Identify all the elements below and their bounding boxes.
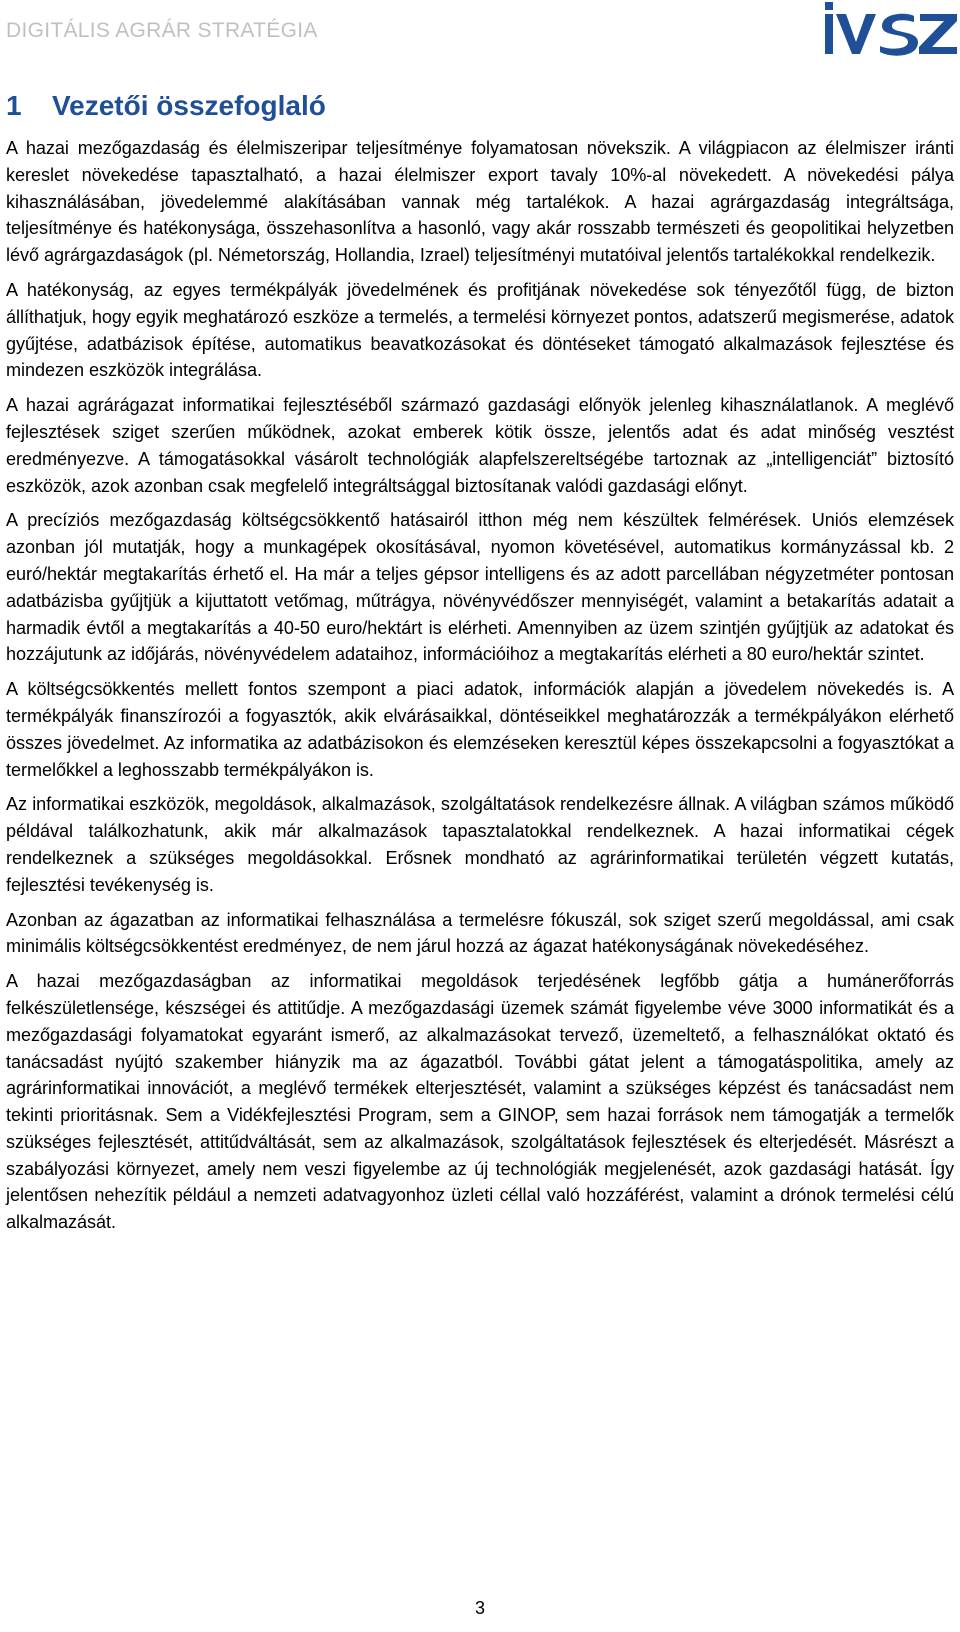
section-title-text: Vezetői összefoglaló — [52, 90, 326, 121]
paragraph: Azonban az ágazatban az informatikai felhasználása a termelésre fókuszál, sok sziget szerű megoldással, ami csak minimális költségcsökkentést eredményez, de nem járul hozzá az ágazat hatékonyságának növekedéséhez. — [6, 909, 954, 957]
section-heading — [6, 90, 326, 122]
paragraph: A precíziós mezőgazdaság költségcsökkentő hatásairól itthon még nem készültek felmérések. Uniós elemzések azonban jól mutatják, hogy a munkagépek okosításával, nyomon követésével, automatikus kormányzással kb. 2 euró/hektár megtakarítás érhető el. Ha már a teljes gépsor intelligens és az adott parcellában négyzetméter pontosan adatbázisba gyűjtjük a kijuttatott vetőmag, műtrágya, növényvédőszer mennyiségét, valamint a betakarítás adatait a harmadik évtől a megtakarítás a 40-50 euro/hektárt is elérheti. Amennyiben az üzem szintjén gyűjtjük az adatokat és hozzájutunk az időjárás, növényvédelem adataihoz, információihoz a megtakarítás elérheti a 80 euro/hektár szintet. — [6, 510, 954, 665]
paragraph: A hazai mezőgazdaságban az informatikai megoldások terjedésének legfőbb gátja a humánerőforrás felkészületlensége, készségei és attitűdje. A mezőgazdasági üzemek számát figyelembe véve 3000 informatikát és a mezőgazdasági folyamatokat egyaránt ismerő, az alkalmazásokat tervező, üzemeltető, a felhasználókat oktató és tanácsadást nyújtó szakember hiányzik ma az ágazatból. További gátat jelent a támogatáspolitika, amely az agrárinformatikai innovációt, a meglévő termékek elterjesztését, valamint a szükséges képzést és tanácsadást nem tekinti prioritásnak. Sem a Vidékfejlesztési Program, sem a GINOP, sem hazai források nem támogatják a termelők szükséges fejlesztését, attitűdváltását, sem az alkalmazások, szolgáltatások fejlesztések és elterjedését. Másrészt a szabályozási környezet, amely nem veszi figyelembe az új technológiák megjelenését, azok gazdasági hatását. Így jelentősen nehezítik például a nemzeti adatvagyonhoz üzleti céllal való hozzáférést, valamint a drónok termelési célú alkalmazását. — [6, 971, 954, 1233]
logo-s — [880, 14, 918, 56]
ivsz-logo — [822, 2, 958, 58]
logo-i-stem — [825, 14, 833, 54]
section-number: 1 — [6, 90, 22, 121]
paragraph: A hazai agrárágazat informatikai fejlesztéséből származó gazdasági előnyök jelenleg kihasználatlanok. A meglévő fejlesztések sziget szerűen működnek, azokat emberek kötik össze, jelentős adat és adat minőség vesztést eredményezve. A támogatásokkal vásárolt technológiák alapfelszereltségébe tartoznak az „intelligenciát” biztosító eszközök, azok azonban csak megfelelő integráltsággal biztosítanak valódi gazdasági előnyt. — [6, 395, 954, 496]
page-header — [0, 0, 960, 62]
logo-v — [836, 14, 876, 54]
document-title: DIGITÁLIS AGRÁR STRATÉGIA — [6, 19, 318, 42]
body-text — [6, 135, 954, 1244]
paragraph: Az informatikai eszközök, megoldások, alkalmazások, szolgáltatások rendelkezésre állnak. A világban számos működő példával találkozhatunk, akik már alkalmazások tapasztalatokkal rendelkeznek. A hazai informatikai cégek rendelkeznek a szükséges megoldásokkal. Erősnek mondható az agrárinformatikai területén végzett kutatás, fejlesztési tevékenység is. — [6, 794, 954, 895]
paragraph: A hatékonyság, az egyes termékpályák jövedelmének és profitjának növekedése sok tényezőtől függ, de bizton állíthatjuk, hogy egyik meghatározó eszköze a termelés, a termelési környezet pontos, adatszerű megismerése, adatok gyűjtése, adatbázisok építése, automatikus beavatkozásokat és döntéseket támogató alkalmazások fejlesztése és mindezen eszközök integrálása. — [6, 279, 954, 381]
paragraph: A hazai mezőgazdaság és élelmiszeripar teljesítménye folyamatosan növekszik. A világpiacon az élelmiszer iránti kereslet növekedése tapasztalható, a hazai élelmiszer export tavaly 10%-al növekedett. A növekedési pálya kihasználásában, jövedelemmé alakításában vannak még tartalékok. A hazai agrárgazdaság integráltsága, teljesítménye és hatékonysága, összehasonlítva a hasonló, vagy akár rosszabb természeti és geopolitikai helyzetben lévő agrárgazdaságok (pl. Németország, Hollandia, Izrael) teljesítményi mutatóival jelentős tartalékokkal rendelkezik. — [6, 138, 954, 266]
logo-dot — [825, 2, 833, 10]
paragraph: A költségcsökkentés mellett fontos szempont a piaci adatok, információk alapján a jövedelem növekedés is. A termékpályák finanszírozói a fogyasztók, akik elvárásaikkal, döntéseikkel meghatározzák a termékpályákon elérhető összes jövedelmet. Az informatika az adatbázisokon és elemzéseken keresztül képes összekapcsolni a fogyasztókat a termelőkkel a leghosszabb termékpályákon is. — [6, 679, 954, 780]
logo-z — [919, 14, 957, 54]
page-number: 3 — [474, 1598, 485, 1618]
